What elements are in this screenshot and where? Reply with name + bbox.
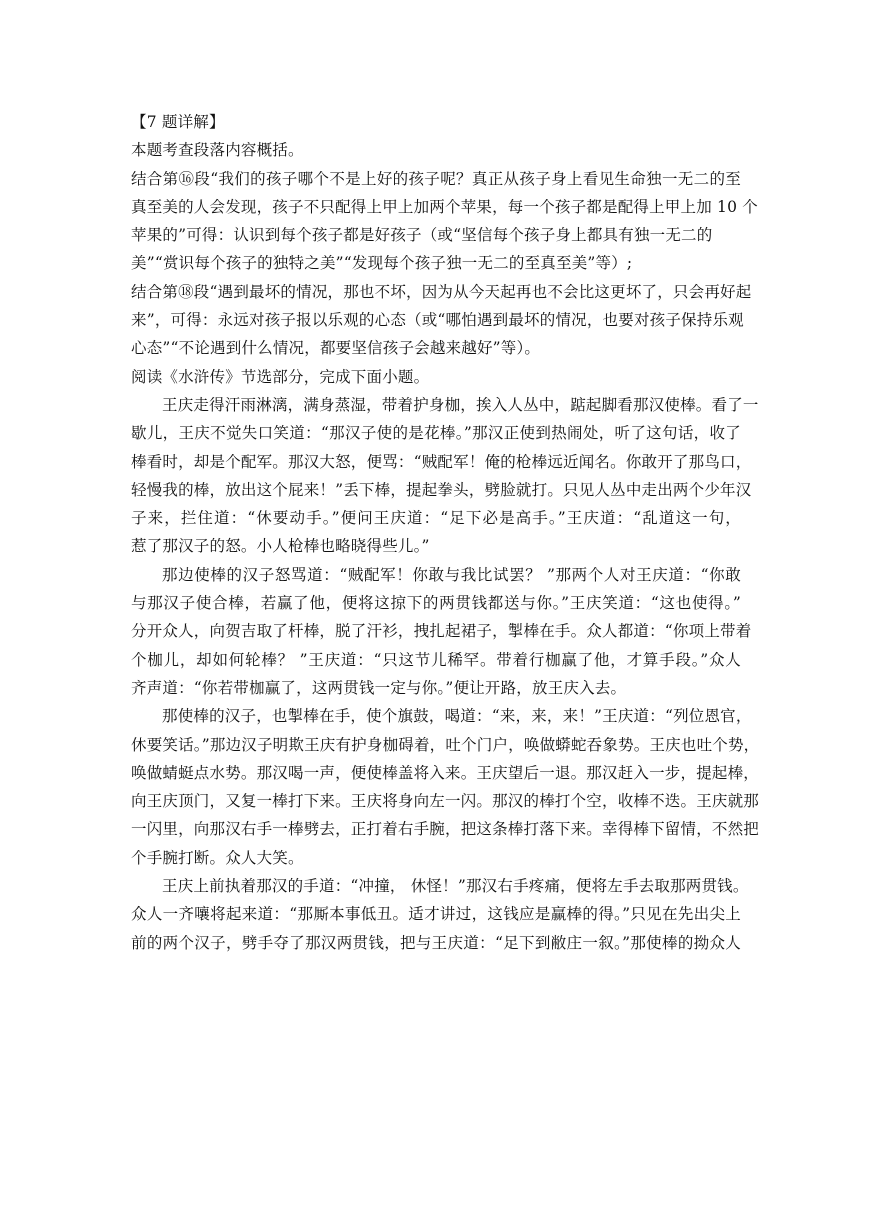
analysis-line: 心态”“不论遇到什么情况，都要坚信孩子会越来越好”等）。 xyxy=(131,339,541,358)
passage-line: 那使棒的汉子，也掣棒在手，使个旗鼓，喝道：“来，来，来！”王庆道：“列位恩官， xyxy=(162,707,752,726)
passage-line: 个手腕打断。众人大笑。 xyxy=(131,848,304,867)
passage-line: 前的两个汉子，劈手夺了那汉两贯钱，把与王庆道：“足下到敝庄一叙。”那使棒的拗众人 xyxy=(131,933,741,952)
passage-paragraph-1 xyxy=(131,391,759,561)
analysis-line: 美”“赏识每个孩子的独特之美”“发现每个孩子独一无二的至真至美”等）; xyxy=(131,254,633,273)
passage-paragraph-3 xyxy=(131,702,760,872)
passage-line: 个枷儿，却如何轮棒？ ”王庆道：“只这节儿稀罕。带着行枷赢了他，才算手段。”众人 xyxy=(131,650,741,669)
passage-line: 分开众人，向贺吉取了杆棒，脱了汗衫，拽扎起裙子，掣棒在手。众人都道：“你项上带着 xyxy=(131,622,752,641)
analysis-line: 苹果的”可得：认识到每个孩子都是好孩子（或“坚信每个孩子身上都具有独一无二的 xyxy=(131,226,713,245)
passage-line: 休要笑话。”那边汉子明欺王庆有护身枷碍着，吐个门户，唤做蟒蛇吞象势。王庆也吐个势， xyxy=(131,735,760,754)
passage-paragraph-4 xyxy=(131,872,749,957)
passage-line: 子来，拦住道：“休要动手。”便问王庆道：“足下必是高手。”王庆道：“乱道这一句， xyxy=(131,509,741,528)
passage-line: 一闪里，向那汉右手一棒劈去，正打着右手腕，把这条棒打落下来。幸得棒下留情，不然把 xyxy=(131,820,760,839)
analysis-paragraph xyxy=(131,165,758,363)
passage-line: 众人一齐嚷将起来道：“那厮本事低丑。适才讲过，这钱应是赢棒的得。”只见在先出尖上 xyxy=(131,905,741,924)
passage-line: 棒看时，却是个配军。那汉大怒，便骂：“贼配军！俺的枪棒远近闻名。你敢开了那鸟口， xyxy=(131,452,752,471)
passage-line: 唤做蜻蜓点水势。那汉喝一声，便使棒盖将入来。王庆望后一退。那汉赶入一步，提起棒， xyxy=(131,763,760,782)
analysis-line: 来”，可得：永远对孩子报以乐观的心态（或“哪怕遇到最坏的情况，也要对孩子保持乐观 xyxy=(131,311,744,330)
reading-prompt: 阅读《水浒传》节选部分，完成下面小题。 xyxy=(131,367,430,386)
passage-line: 轻慢我的棒，放出这个屁来！”丢下棒，提起拳头，劈脸就打。只见人丛中走出两个少年汉 xyxy=(131,480,752,499)
passage-line: 惹了那汉子的怒。小人枪棒也略晓得些儿。” xyxy=(131,537,430,556)
analysis-line: 真至美的人会发现，孩子不只配得上甲上加两个苹果，每一个孩子都是配得上甲上加 10 个 xyxy=(131,197,758,216)
document-content xyxy=(131,108,760,957)
analysis-intro: 本题考查段落内容概括。 xyxy=(131,141,304,160)
passage-line: 那边使棒的汉子怒骂道：“贼配军！你敢与我比试罢？ ”那两个人对王庆道：“你敢 xyxy=(162,565,741,584)
passage-line: 与那汉子使合棒，若赢了他，便将这掠下的两贯钱都送与你。”王庆笑道：“这也使得。” xyxy=(131,594,741,613)
passage-paragraph-2 xyxy=(131,561,752,702)
passage-line: 齐声道：“你若带枷赢了，这两贯钱一定与你。”便让开路，放王庆入去。 xyxy=(131,678,627,697)
answer-heading: 【7 题详解】 xyxy=(131,113,225,131)
passage-line: 歇儿，王庆不觉失口笑道：“那汉子使的是花棒。”那汉正使到热闹处，听了这句话，收了 xyxy=(131,424,741,443)
passage-line: 王庆走得汗雨淋漓，满身蒸湿，带着护身枷，挨入人丛中，踮起脚看那汉使棒。看了一 xyxy=(162,395,759,414)
analysis-line: 结合第⑱段“遇到最坏的情况，那也不坏，因为从今天起再也不会比这更坏了，只会再好起 xyxy=(131,282,752,301)
passage-line: 向王庆顶门，又复一棒打下来。王庆将身向左一闪。那汉的棒打个空，收棒不迭。王庆就那 xyxy=(131,792,760,811)
analysis-line: 结合第⑯段“我们的孩子哪个不是上好的孩子呢？真正从孩子身上看见生命独一无二的至 xyxy=(131,169,741,188)
passage-line: 王庆上前执着那汉的手道：“冲撞， 休怪！”那汉右手疼痛，便将左手去取那两贯钱。 xyxy=(162,877,749,896)
